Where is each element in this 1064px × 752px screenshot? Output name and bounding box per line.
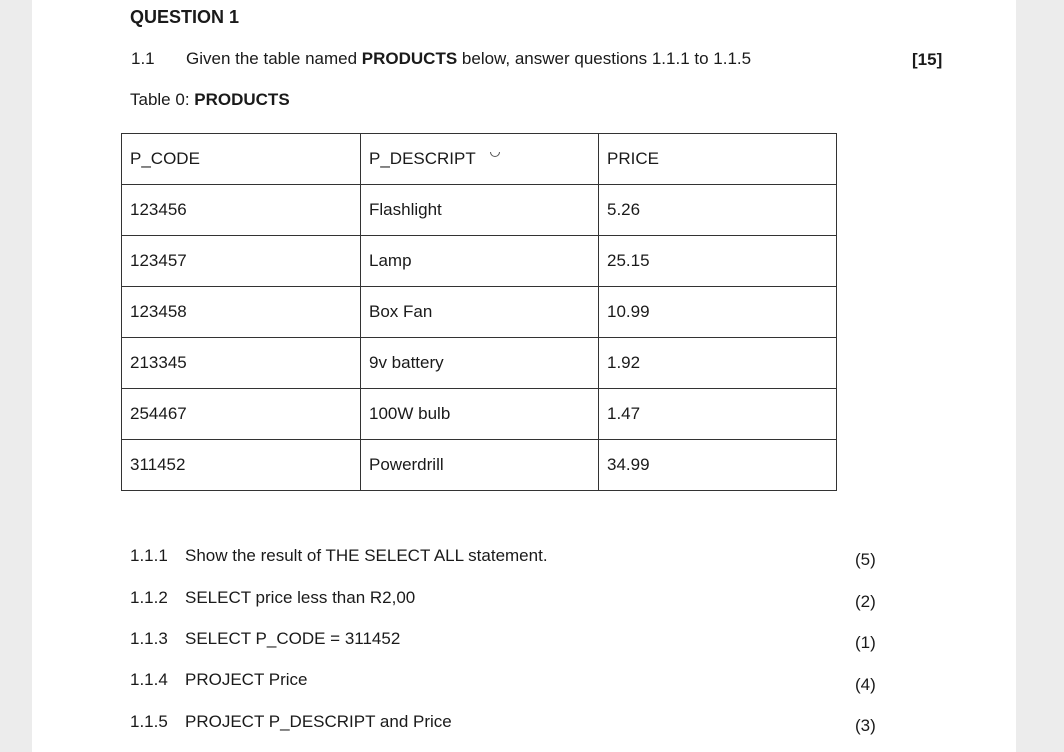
section-heading: QUESTION 1 [130, 7, 240, 27]
cell-p-descript: 100W bulb [361, 389, 599, 440]
question-text-table-name: PRODUCTS [361, 49, 458, 68]
subquestion-marks: (4) [855, 675, 876, 694]
cell-p-code: 123458 [122, 287, 361, 338]
subquestion-text: PROJECT P_DESCRIPT and Price [185, 712, 452, 731]
subquestion-number: 1.1.5 [130, 712, 168, 731]
header-p-descript [361, 134, 599, 185]
subquestion-number: 1.1.1 [130, 546, 168, 565]
table-header-row [122, 134, 837, 185]
table-row [122, 236, 837, 287]
cell-p-descript: Powerdrill [361, 440, 599, 491]
cell-p-descript: Box Fan [361, 287, 599, 338]
subquestion-marks: (5) [855, 550, 876, 569]
cell-p-code: 311452 [122, 440, 361, 491]
cell-p-code: 213345 [122, 338, 361, 389]
table-caption-label: Table 0: [130, 90, 195, 109]
header-price: PRICE [599, 134, 837, 185]
document-page [32, 0, 1016, 752]
subquestion-marks: (3) [855, 716, 876, 735]
cell-price: 10.99 [599, 287, 837, 338]
header-p-code: P_CODE [122, 134, 361, 185]
subquestion-number: 1.1.2 [130, 588, 168, 607]
subquestion-text: SELECT P_CODE = 311452 [185, 629, 401, 648]
question-number: 1.1 [131, 49, 155, 68]
subquestion-number: 1.1.3 [130, 629, 168, 648]
cell-p-code: 123456 [122, 185, 361, 236]
subquestion-number: 1.1.4 [130, 670, 168, 689]
cell-price: 5.26 [599, 185, 837, 236]
question-text [186, 49, 751, 69]
table-caption-name: PRODUCTS [194, 90, 290, 109]
table-row [122, 389, 837, 440]
products-table [121, 133, 837, 491]
question-text-start: Given the table named [186, 49, 362, 68]
cell-price: 1.47 [599, 389, 837, 440]
subquestion-text: PROJECT Price [185, 670, 308, 689]
question-total-marks: [15] [912, 50, 943, 69]
table-row [122, 185, 837, 236]
table-caption [130, 90, 290, 110]
cell-price: 1.92 [599, 338, 837, 389]
cell-p-descript: Flashlight [361, 185, 599, 236]
subquestion-marks: (1) [855, 633, 876, 652]
subquestion-text: Show the result of THE SELECT ALL statement. [185, 546, 548, 565]
header-p-descript-label: P_DESCRIPT [369, 149, 476, 168]
cell-price: 34.99 [599, 440, 837, 491]
pen-mark-icon [490, 152, 500, 157]
table-row [122, 287, 837, 338]
cell-p-code: 123457 [122, 236, 361, 287]
table-row [122, 338, 837, 389]
cell-price: 25.15 [599, 236, 837, 287]
subquestion-marks: (2) [855, 592, 876, 611]
cell-p-descript: 9v battery [361, 338, 599, 389]
subquestion-text: SELECT price less than R2,00 [185, 588, 416, 607]
question-text-end: below, answer questions 1.1.1 to 1.1.5 [457, 49, 752, 68]
cell-p-code: 254467 [122, 389, 361, 440]
table-row [122, 440, 837, 491]
cell-p-descript: Lamp [361, 236, 599, 287]
